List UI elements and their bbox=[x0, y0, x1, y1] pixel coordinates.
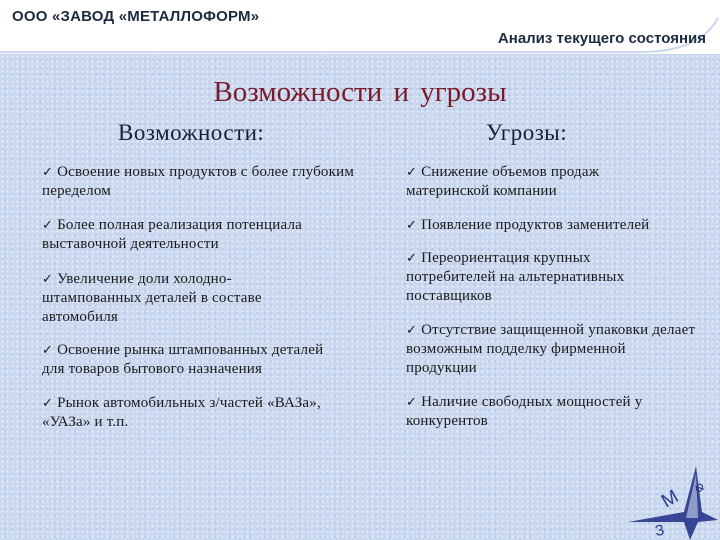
threat-item: ✓ Переориентация крупных потребителей на альтернативных поставщиков bbox=[406, 250, 625, 304]
threats-heading: Угрозы: bbox=[486, 120, 568, 145]
checkmark-icon: ✓ bbox=[406, 395, 418, 410]
threats-list bbox=[406, 163, 706, 431]
checkmark-icon: ✓ bbox=[406, 323, 418, 338]
logo-letter-z: З bbox=[653, 521, 666, 540]
checkmark-icon: ✓ bbox=[42, 396, 54, 411]
checkmark-icon: ✓ bbox=[42, 165, 54, 180]
company-name: ООО «ЗАВОД «МЕТАЛЛОФОРМ» bbox=[12, 8, 260, 25]
checkmark-icon: ✓ bbox=[42, 272, 54, 287]
header-bar bbox=[0, 0, 720, 56]
opportunity-item: ✓ Освоение рынка штампованных деталей для товаров бытового назначения bbox=[42, 342, 324, 377]
checkmark-icon: ✓ bbox=[42, 343, 54, 358]
opportunities-heading: Возможности: bbox=[118, 120, 265, 145]
threat-item: ✓ Отсутствие защищенной упаковки делает возможным подделку фирменной продукции bbox=[406, 322, 696, 376]
checkmark-icon: ✓ bbox=[406, 251, 418, 266]
checkmark-icon: ✓ bbox=[42, 218, 54, 233]
opportunity-item: ✓ Увеличение доли холодно-штампованных деталей в составе автомобиля bbox=[42, 271, 262, 325]
threat-item: ✓ Наличие свободных мощностей у конкурентов bbox=[406, 394, 643, 429]
threat-item: ✓ Появление продуктов заменителей bbox=[406, 217, 650, 233]
opportunity-item: ✓ Рынок автомобильных з/частей «ВАЗа», «УАЗа» и т.п. bbox=[42, 395, 321, 430]
threat-item: ✓ Снижение объемов продаж материнской компании bbox=[406, 164, 600, 199]
checkmark-icon: ✓ bbox=[406, 165, 418, 180]
opportunity-item: ✓ Освоение новых продуктов с более глубоким переделом bbox=[42, 164, 355, 199]
checkmark-icon: ✓ bbox=[406, 218, 418, 233]
section-label: Анализ текущего состояния bbox=[497, 30, 706, 47]
opportunity-item: ✓ Более полная реализация потенциала выставочной деятельности bbox=[42, 217, 302, 252]
opportunities-list bbox=[42, 163, 362, 432]
logo-letter-f: Ф bbox=[690, 480, 709, 496]
logo-letter-m: М bbox=[658, 486, 683, 513]
slide-title: Возможности и угрозы bbox=[213, 76, 507, 108]
company-logo bbox=[626, 462, 720, 540]
